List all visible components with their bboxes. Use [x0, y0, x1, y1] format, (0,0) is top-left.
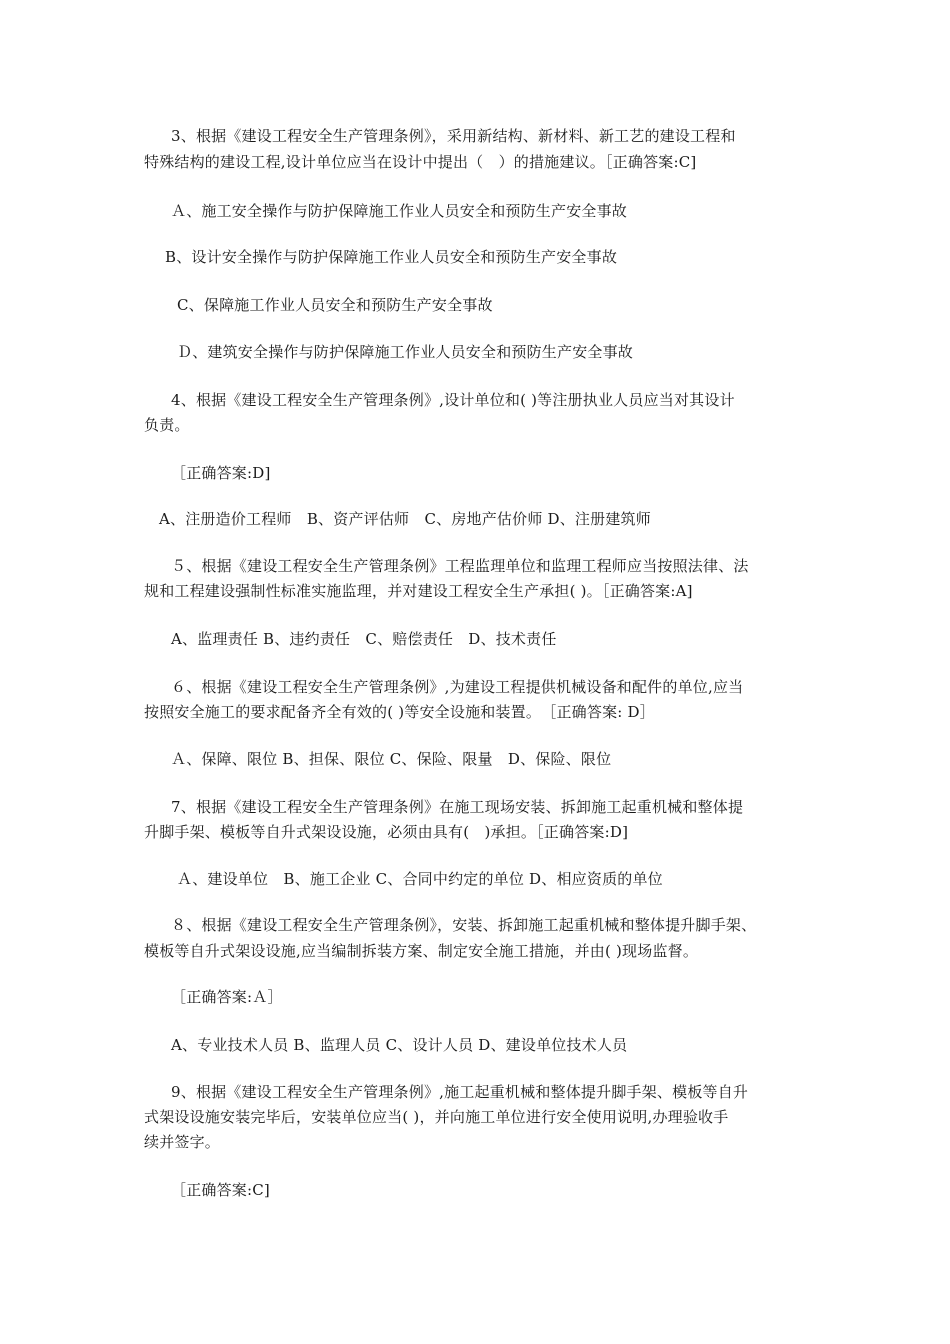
q8-text-line2: 模板等自升式架设设施,应当编制拆装方案、制定安全施工措施，并由( )现场监督。: [144, 942, 699, 960]
q7-options: Ａ、建设单位 B、施工企业 C、合同中约定的单位 D、相应资质的单位: [177, 870, 663, 888]
q3-text-line1: 3、根据《建设工程安全生产管理条例》，采用新结构、新材料、新工艺的建设工程和: [171, 127, 736, 145]
q3-option-b: B、设计安全操作与防护保障施工作业人员安全和预防生产安全事故: [165, 248, 618, 266]
q3-option-c: C、保障施工作业人员安全和预防生产安全事故: [177, 296, 493, 314]
q6-text-line2: 按照安全施工的要求配备齐全有效的( )等安全设施和装置。 ［正确答案: D］: [144, 703, 655, 721]
q3-text-line2: 特殊结构的建设工程,设计单位应当在设计中提出（ ）的措施建议。［正确答案:C]: [144, 153, 697, 171]
q7-text-line2: 升脚手架、模板等自升式架设设施，必须由具有( )承担。［正确答案:D]: [144, 823, 629, 841]
q5-text-line2: 规和工程建设强制性标准实施监理，并对建设工程安全生产承担( )。［正确答案:A]: [144, 582, 693, 600]
q5-text-line1: ５、根据《建设工程安全生产管理条例》工程监理单位和监理工程师应当按照法律、法: [171, 557, 749, 575]
q6-options: Ａ、保障、限位 B、担保、限位 C、保险、限量 D、保险、限位: [171, 750, 612, 768]
q9-text-line1: 9、根据《建设工程安全生产管理条例》,施工起重机械和整体提升脚手架、模板等自升: [171, 1083, 749, 1101]
q8-options: A、专业技术人员 B、监理人员 C、设计人员 D、建设单位技术人员: [171, 1036, 628, 1054]
q9-text-line3: 续并签字。: [144, 1133, 221, 1151]
q3-option-d: Ｄ、建筑安全操作与防护保障施工作业人员安全和预防生产安全事故: [177, 343, 634, 361]
q7-text-line1: 7、根据《建设工程安全生产管理条例》在施工现场安装、拆卸施工起重机械和整体提: [171, 798, 744, 816]
q8-answer: ［正确答案:Ａ］: [171, 988, 283, 1006]
q6-text-line1: ６、根据《建设工程安全生产管理条例》,为建设工程提供机械设备和配件的单位,应当: [171, 678, 744, 696]
q4-text-line2: 负责。: [144, 416, 190, 434]
q4-text-line1: 4、根据《建设工程安全生产管理条例》,设计单位和( )等注册执业人员应当对其设计: [171, 391, 735, 409]
q9-text-line2: 式架设设施安装完毕后，安装单位应当( )，并向施工单位进行安全使用说明,办理验收手: [144, 1108, 729, 1126]
q4-options: A、注册造价工程师 B、资产评估师 C、房地产估价师 D、注册建筑师: [159, 510, 651, 528]
q9-answer: ［正确答案:C]: [171, 1181, 270, 1199]
q4-answer: ［正确答案:D]: [171, 464, 271, 482]
q8-text-line1: ８、根据《建设工程安全生产管理条例》，安装、拆卸施工起重机械和整体提升脚手架、: [171, 916, 757, 934]
q3-option-a: Ａ、施工安全操作与防护保障施工作业人员安全和预防生产安全事故: [171, 202, 628, 220]
q5-options: A、监理责任 B、违约责任 C、赔偿责任 D、技术责任: [171, 630, 557, 648]
